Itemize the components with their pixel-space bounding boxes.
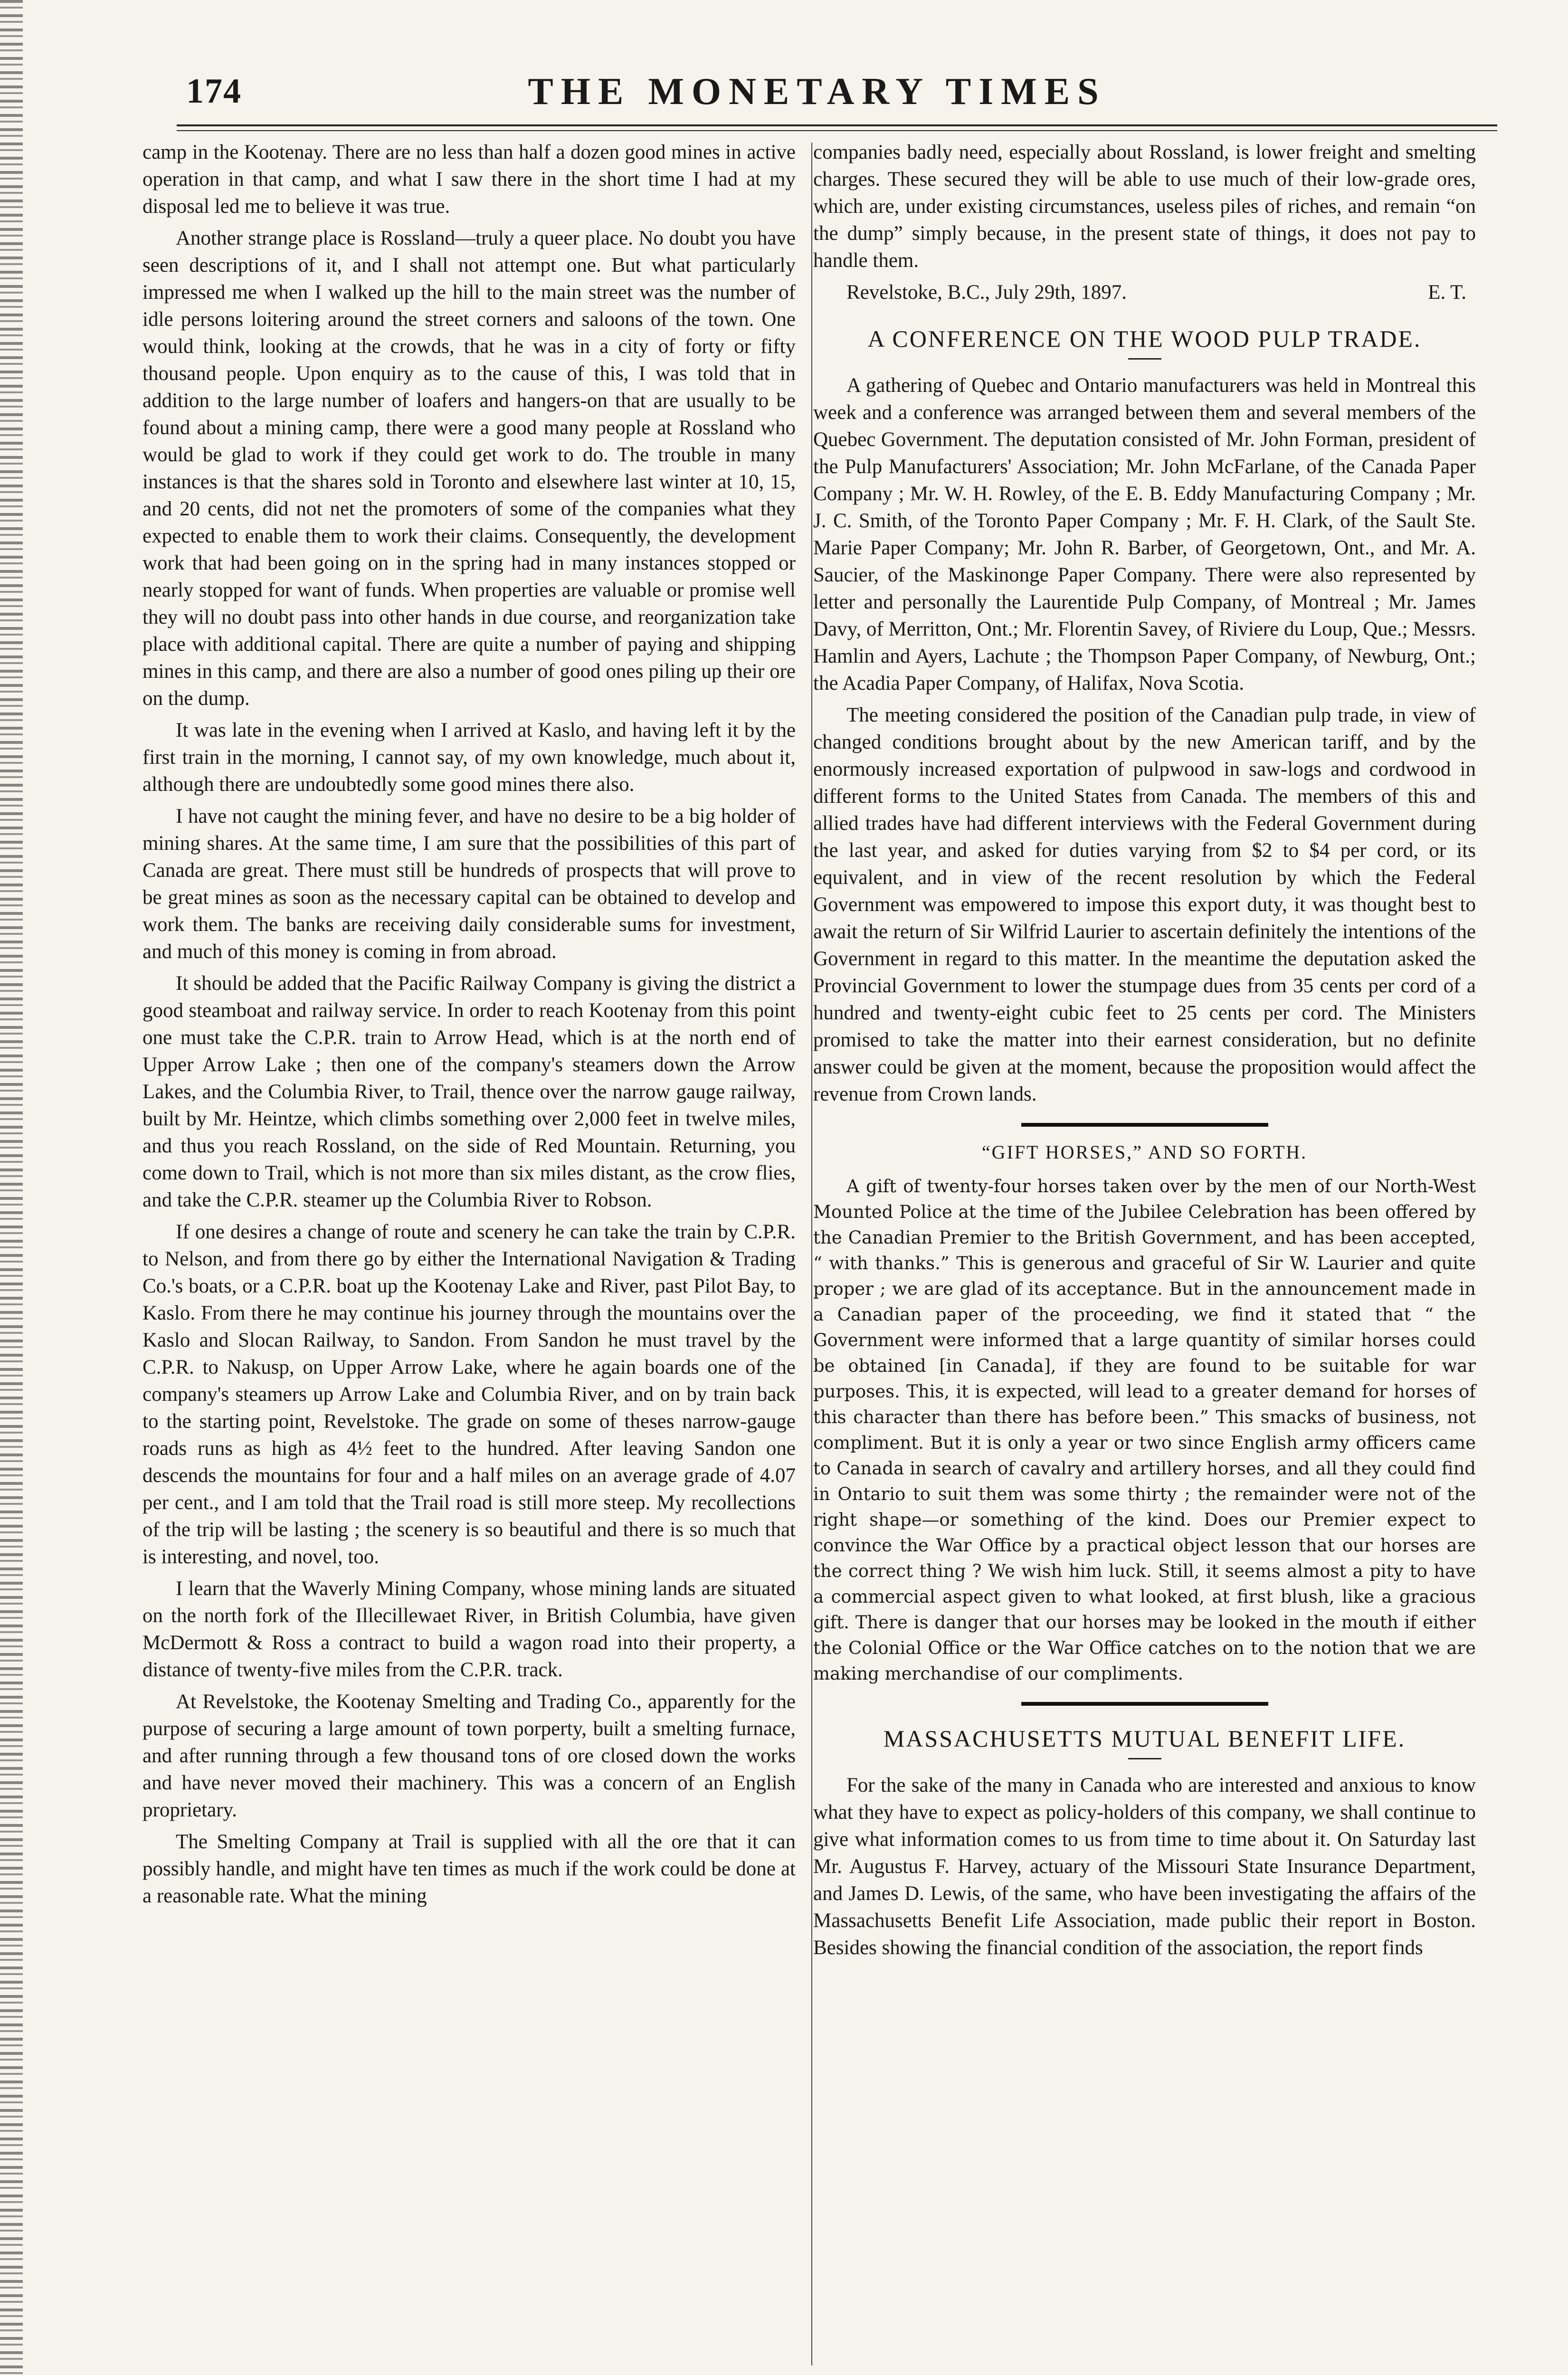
paragraph: A gift of twenty-four horses taken over by the men of our North-West Mounted Police at the time of the Jubilee Celebration has been offered by the Canadian Premier to the British Government, and has been accepted, “ with thanks.” This is generous and graceful of Sir W. Laurier and quite proper ; we are glad of its acceptance. But in the announcement made in a Canadian paper of the proceeding, we find it stated that “ the Government were informed that a large quantity of similar horses could be obtained [in Canada], if they are found to be suitable for war purposes. This, it is expected, will lead to a greater demand for horses of this character than there has before been.” This smacks of business, not compliment. But it is only a year or two since English army officers came to Canada in search of cavalry and artillery horses, and all they could find in Ontario to suit them was some thirty ; the remainder were not of the right shape—or something of the kind. Does our Premier expect to convince the War Office by a practical object lesson that our horses are the correct thing ? We wish him luck. Still, it seems almost a pity to have a commercial aspect given to what looked, at first blush, like a gracious gift. There is danger that our horses may be looked in the mouth if either the Colonial Office or the War Office catches on to the notion that we are making merchandise of our compliments. [813, 1176, 1476, 1684]
binding-edge [0, 0, 23, 2375]
paragraph: camp in the Kootenay. There are no less than half a dozen good mines in active operation in that camp, and what I saw there in the short time I had at my disposal led me to believe it was true. [143, 141, 796, 218]
title-dash [1128, 1758, 1161, 1759]
section-rule [1021, 1702, 1268, 1706]
paragraph: A gathering of Quebec and Ontario manufacturers was held in Montreal this week and a conference was arranged between them and several members of the Quebec Government. The deputation consisted of Mr. John Forman, president of the Pulp Manufacturers' Association; Mr. John McFarlane, of the Canada Paper Company ; Mr. W. H. Rowley, of the E. B. Eddy Manufacturing Company ; Mr. J. C. Smith, of the Toronto Paper Company ; Mr. F. H. Clark, of the Sault Ste. Marie Paper Company; Mr. John R. Barber, of Georgetown, Ont., and Mr. A. Saucier, of the Maskinonge Paper Company. There were also represented by letter and personally the Laurentide Pulp Company, of Montreal ; Mr. James Davy, of Merritton, Ont.; Mr. Florentin Savey, of Riviere du Loup, Que.; Messrs. Hamlin and Ayers, Lachute ; the Thompson Paper Company, of Newburg, Ont.; the Acadia Paper Company, of Halifax, Nova Scotia. [813, 374, 1476, 694]
page-number: 174 [186, 72, 242, 111]
paragraph: Another strange place is Rossland—truly a queer place. No doubt you have seen descriptions of it, and I shall not attempt one. But what particularly impressed me when I walked up the hill to the main street was the number of idle persons loitering around the street corners and saloons of the town. One would think, looking at the crowds, that he was in a city of forty or fifty thousand people. Upon enquiry as to the cause of this, I was told that in addition to the large number of loafers and hangers-on that are usually to be found about a mining camp, there were a good many people at Rossland who would be glad to work if they could get work to do. The trouble in many instances is that the shares sold in Toronto and elsewhere last winter at 10, 15, and 20 cents, did not net the promoters of some of the companies what they expected to enable them to work their claims. Consequently, the development work that had been going on in the spring had in many instances stopped or nearly stopped for want of funds. When properties are valuable or promise well they will no doubt pass into other hands in due course, and reorganization take place with additional capital. There are quite a number of paying and shipping mines in this camp, and there are also a number of good ones piling up their ore on the dump. [143, 227, 796, 710]
header-rule [177, 124, 1497, 126]
paragraph: The Smelting Company at Trail is supplied with all the ore that it can possibly handle, and might have ten times as much if the work could be done at a reasonable rate. What the mining [143, 1831, 796, 1907]
paragraph: It was late in the evening when I arrived at Kaslo, and having left it by the first train in the morning, I cannot say, of my own knowledge, much about it, although there are undoubtedly some good mines there also. [143, 719, 796, 796]
section-rule [1021, 1123, 1268, 1127]
section-title-wood-pulp: A CONFERENCE ON THE WOOD PULP TRADE. [867, 325, 1422, 352]
header-rule-thin [177, 130, 1497, 131]
dateline-place: Revelstoke, B.C., July 29th, 1897. [846, 281, 1127, 304]
masthead: THE MONETARY TIMES [528, 71, 1106, 113]
paragraph: I learn that the Waverly Mining Company, whose mining lands are situated on the north fork of the Illecillewaet River, in British Columbia, have given McDermott & Ross a contract to build a wagon road into their property, a distance of twenty-five miles from the C.P.R. track. [143, 1577, 796, 1681]
paragraph: The meeting considered the position of the Canadian pulp trade, in view of changed conditions brought about by the new American tariff, and by the enormously increased exportation of pulpwood in saw-logs and cordwood in different forms to the United States from Canada. The members of this and allied trades have had different interviews with the Federal Government during the last year, and asked for duties varying from $2 to $4 per cord, or its equivalent, and in view of the recent resolution by which the Federal Government was empowered to impose this export duty, it was thought best to await the return of Sir Wilfrid Laurier to ascertain definitely the intentions of the Government in regard to this matter. In the meantime the deputation asked the Provincial Government to lower the stumpage dues from 35 cents per cord of a hundred and twenty-eight cubic feet to 25 cents per cord. The Ministers promised to take the matter into their earnest consideration, but no definite answer could be given at the moment, because the proposition would affect the revenue from Crown lands. [813, 704, 1476, 1105]
paragraph: I have not caught the mining fever, and have no desire to be a big holder of mining shares. At the same time, I am sure that the possibilities of this part of Canada are great. There must still be hundreds of prospects that will prove to be great mines as soon as the necessary capital can be obtained to develop and work them. The banks are receiving daily considerable sums for investment, and much of this money is coming in from abroad. [143, 805, 796, 963]
paragraph: At Revelstoke, the Kootenay Smelting and Trading Co., apparently for the purpose of securing a large amount of town porperty, built a smelting furnace, and after running through a few thousand tons of ore closed down the works and have never moved their machinery. This was a concern of an English proprietary. [143, 1691, 796, 1821]
paragraph: If one desires a change of route and scenery he can take the train by C.P.R. to Nelson, and from there go by either the International Navigation & Trading Co.'s boats, or a C.P.R. boat up the Kootenay Lake and River, past Pilot Bay, to Kaslo. From there he may continue his journey through the mountains over the Kaslo and Slocan Railway, to Sandon. From Sandon he must travel by the C.P.R. to Nakusp, on Upper Arrow Lake, where he again boards one of the company's steamers up Arrow Lake and Columbia River, and on by train back to the starting point, Revelstoke. The grade on some of theses narrow-gauge roads runs as high as 4½ feet to the hundred. After leaving Sandon one descends the mountains for four and a half miles on an average grade of 4.07 per cent., and I am told that the Trail road is still more steep. My recollections of the trip will be lasting ; the scenery is so beautiful and there is so much that is interesting, and novel, too. [143, 1221, 796, 1568]
title-dash [1128, 358, 1161, 360]
left-column [143, 139, 796, 1914]
paragraph: It should be added that the Pacific Railway Company is giving the district a good steamboat and railway service. In order to reach Kootenay from this point one must take the C.P.R. train to Arrow Head, which is at the north end of Upper Arrow Lake ; then one of the company's steamers down the Arrow Lakes, and the Columbia River, to Trail, thence over the narrow gauge railway, built by Mr. Heintze, which climbs something over 2,000 feet in twelve miles, and thus you reach Rossland, on the side of Red Mountain. Returning, you come down to Trail, which is not more than six miles distant, as the crow flies, and take the C.P.R. steamer up the Columbia River to Robson. [143, 972, 796, 1211]
dateline [813, 279, 1476, 306]
section-title-massachusetts: MASSACHUSETTS MUTUAL BENEFIT LIFE. [883, 1725, 1406, 1752]
column-divider [811, 142, 812, 2366]
paragraph: companies badly need, especially about Rossland, is lower freight and smelting charges. These secured they will be able to use much of their low-grade ores, which are, under existing circumstances, useless piles of riches, and remain “on the dump” simply because, in the present state of things, it does not pay to handle them. [813, 141, 1476, 272]
paragraph: For the sake of the many in Canada who are interested and anxious to know what they have to expect as policy-holders of this company, we shall continue to give what information comes to us from time to time about it. On Saturday last Mr. Augustus F. Harvey, actuary of the Missouri State Insurance Department, and James D. Lewis, of the same, who have been investigating the affairs of the Massachusetts Benefit Life Association, made public their report in Boston. Besides showing the financial condition of the association, the report finds [813, 1774, 1476, 1959]
dateline-signature: E. T. [1428, 281, 1466, 304]
right-column [813, 139, 1476, 1966]
section-title-gift-horses: “GIFT HORSES,” AND SO FORTH. [981, 1141, 1308, 1163]
